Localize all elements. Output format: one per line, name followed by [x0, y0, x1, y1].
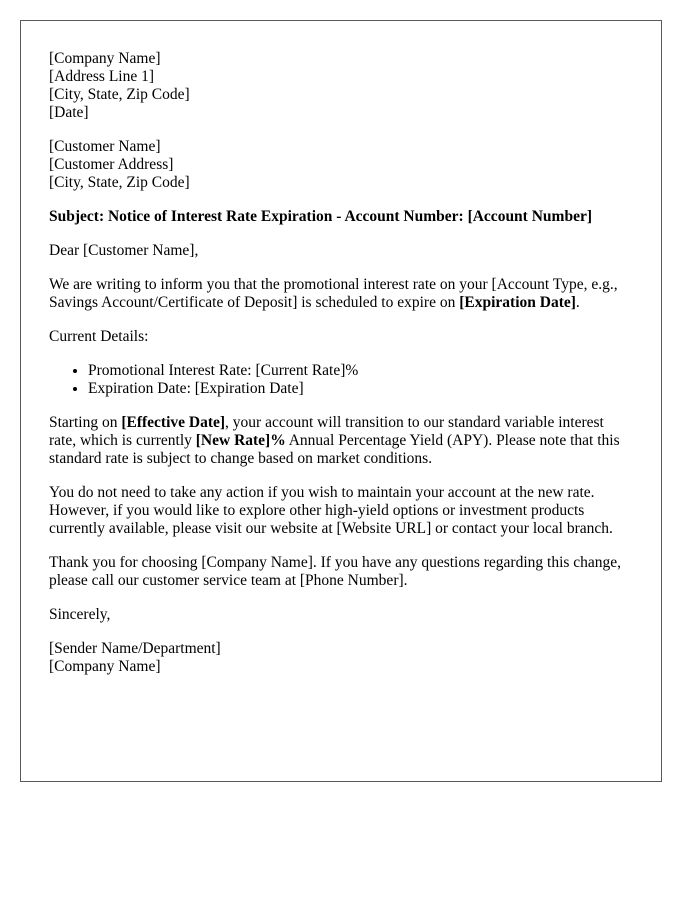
closing: Sincerely,: [49, 606, 111, 623]
recipient-city-state-zip: [City, State, Zip Code]: [49, 174, 190, 191]
salutation: Dear [Customer Name],: [49, 242, 199, 259]
sender-company-name: [Company Name]: [49, 50, 161, 67]
new-rate: [New Rate]%: [195, 432, 286, 449]
intro-end: .: [575, 294, 580, 311]
subject-line: Subject: Notice of Interest Rate Expiration - Account Number: [Account Number]: [49, 208, 592, 225]
recipient-address-block: [49, 138, 633, 192]
transition-text-2: , your account will transition to our standard variable interest rate, which is currently: [49, 414, 604, 449]
sender-city-state-zip: [City, State, Zip Code]: [49, 86, 190, 103]
sender-address-block: [49, 50, 633, 122]
thanks-paragraph: Thank you for choosing [Company Name]. If you have any questions regarding this change, please call our customer service team at [Phone Number].: [49, 554, 622, 589]
details-heading: Current Details:: [49, 328, 149, 345]
intro-paragraph: [49, 276, 633, 312]
details-list-item: • Promotional Interest Rate: [Current Rate]%: [88, 362, 633, 380]
effective-date: [Effective Date]: [121, 414, 226, 431]
recipient-name: [Customer Name]: [49, 138, 161, 155]
no-action-paragraph: You do not need to take any action if you wish to maintain your account at the new rate. However, if you would like to explore other high-yield options or investment products currently available, please visit our website at [Website URL] or contact your local branch.: [49, 484, 613, 537]
intro-expiration-date: [Expiration Date]: [459, 294, 576, 311]
details-list-item: • Expiration Date: [Expiration Date]: [88, 380, 633, 398]
letter-page: [20, 20, 662, 782]
letter-date: [Date]: [49, 104, 89, 121]
signature-company: [Company Name]: [49, 658, 161, 675]
sender-address-line-1: [Address Line 1]: [49, 68, 155, 85]
transition-paragraph: [49, 414, 633, 468]
details-list: [49, 362, 633, 398]
transition-text-3: Annual Percentage Yield (APY). Please note that this standard rate is subject to change based on market conditions.: [49, 432, 620, 467]
signature-block: [49, 640, 633, 676]
transition-text-1: Starting on: [49, 414, 122, 431]
intro-text: We are writing to inform you that the promotional interest rate on your [Account Type, e.g., Savings Account/Certificate of Deposit] is scheduled to expire on: [49, 276, 618, 311]
signature-sender: [Sender Name/Department]: [49, 640, 221, 657]
recipient-address: [Customer Address]: [49, 156, 174, 173]
